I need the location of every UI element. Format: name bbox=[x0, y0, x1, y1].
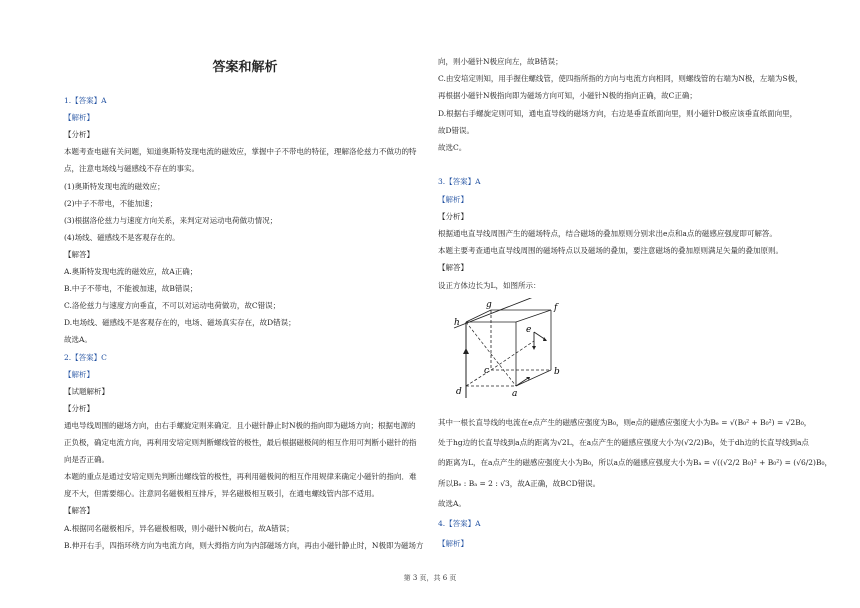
text-line: 向是否正确。 bbox=[64, 455, 109, 465]
cube-figure bbox=[446, 298, 586, 398]
label-d: d bbox=[456, 387, 462, 397]
text-line: 本题主要考查通电直导线周围的磁场特点以及磁场的叠加，要注意磁场的叠加原则满足矢量的叠加原则。 bbox=[438, 246, 783, 256]
text-line: 【分析】 bbox=[438, 211, 468, 221]
text-line: D.根据右手螺旋定则可知，通电直导线的磁场方向，右边是垂直纸面向里，则小磁针D极应该垂直纸面向里， bbox=[438, 108, 798, 118]
text-line: (4)场线、磁感线不是客观存在的。 bbox=[64, 232, 180, 242]
text-line: 正负极，确定电流方向，再利用安培定则判断螺线管的极性，最后根据磁极间的相互作用可判断小磁针的指 bbox=[64, 438, 417, 447]
text-line: 向，则小磁针N极应向左，故B错误； bbox=[438, 57, 563, 66]
label-h: h bbox=[454, 318, 460, 328]
label-e: e bbox=[526, 325, 532, 335]
text-line: 【分析】 bbox=[64, 403, 94, 413]
text-line: 本题的重点是通过安培定则先判断出螺线管的极性，再利用磁极间的相互作用规律来确定小磁针的指向．难 bbox=[64, 472, 417, 482]
text-line: 2.【答案】C bbox=[64, 352, 107, 362]
text-line: C.洛伦兹力与速度方向垂直，不可以对运动电荷做功，故C错误； bbox=[64, 301, 281, 311]
text-line: 【试题解析】 bbox=[64, 386, 109, 396]
text-line: 【解答】 bbox=[64, 506, 94, 516]
text-line: 【解析】 bbox=[438, 539, 468, 549]
field-arrowhead bbox=[532, 346, 536, 350]
text-line: 【解析】 bbox=[64, 113, 94, 123]
current-arrow bbox=[463, 348, 469, 354]
text-line: 故选C。 bbox=[438, 143, 467, 152]
cube-edge bbox=[516, 370, 551, 386]
text-line: 【解答】 bbox=[64, 249, 94, 259]
text-line: 点，注意电场线与磁感线不存在的事实。 bbox=[64, 164, 199, 174]
text-line: 再根据小磁针N极指向即为磁场方向可知，小磁针N极的指向正确，故C正确； bbox=[438, 91, 697, 101]
text-line: B.中子不带电，不能被加速，故B错误； bbox=[64, 284, 198, 294]
field-vector bbox=[516, 378, 528, 386]
label-a: a bbox=[512, 389, 518, 398]
text-line: 处于hg边的长直导线到a点的距离为√2L，在a点产生的磁感应强度大小为(√2/2)B₀，处于dh边的长直导线到a点 bbox=[438, 438, 809, 448]
text-line: B.伸开右手，四指环绕方向为电流方向，则大拇指方向为内部磁场方向，再由小磁针静止时，N极即为磁场方 bbox=[64, 540, 424, 550]
page-footer: 第 3 页，共 6 页 bbox=[403, 574, 457, 582]
text-line: 度不大，但需要细心。注意同名磁极相互排斥，异名磁极相互吸引，在通电螺线管内部不适用。 bbox=[64, 489, 379, 499]
text-line: 3.【答案】A bbox=[438, 177, 481, 187]
page-title: 答案和解析 bbox=[212, 60, 278, 75]
text-line: 【解答】 bbox=[438, 263, 468, 273]
text-line: (3)根据洛伦兹力与速度方向关系，来判定对运动电荷做功情况； bbox=[64, 215, 278, 225]
text-line: 【解析】 bbox=[438, 194, 468, 204]
text-line: 本题考查电磁有关问题，知道奥斯特发现电流的磁效应，掌握中子不带电的特征，理解洛伦兹力不做功的特 bbox=[64, 147, 417, 157]
text-line: 4.【答案】A bbox=[438, 519, 481, 528]
label-f: f bbox=[554, 303, 558, 313]
cube-edge bbox=[516, 310, 551, 322]
text-line: 设正方体边长为L，如图所示： bbox=[438, 280, 541, 290]
text-line: A.根据同名磁极相斥，异名磁极相吸，则小磁针N极向右，故A错误； bbox=[64, 523, 294, 533]
text-line: C.由安培定则知，用手握住螺线管，使四指所指的方向与电流方向相同，则螺线管的右端为N极，左端为S极， bbox=[438, 74, 803, 84]
text-line: 故选A。 bbox=[438, 498, 466, 508]
text-line: A.奥斯特发现电流的磁效应，故A正确； bbox=[64, 267, 198, 276]
text-line: D.电场线、磁感线不是客观存在的，电场、磁场真实存在，故D错误； bbox=[64, 318, 296, 328]
text-line: 其中一根长直导线的电流在e点产生的磁感应强度为B₀，则e点的磁感应强度大小为Bₑ = √(B₀² + B₀²) = √2B₀， bbox=[438, 418, 812, 427]
text-line: 1.【答案】A bbox=[64, 96, 107, 105]
field-arrowhead bbox=[543, 337, 547, 341]
text-line: (2)中子不带电，不能加速； bbox=[64, 198, 158, 208]
text-line: 【解析】 bbox=[64, 369, 94, 379]
label-g: g bbox=[486, 300, 492, 310]
label-c: c bbox=[484, 366, 490, 376]
text-line: (1)奥斯特发现电流的磁效应； bbox=[64, 181, 165, 191]
text-line: 根据通电直导线周围产生的磁场特点，结合磁场的叠加原则分别求出e点和a点的磁感应强度即可解答。 bbox=[438, 229, 777, 238]
text-line: 故选A。 bbox=[64, 335, 92, 345]
label-b: b bbox=[554, 367, 560, 377]
text-line: 的距离为L，在a点产生的磁感应强度大小为B₀，所以a点的磁感应强度大小为Bₐ = √((√2/2 B₀)² + B₀²) = (√6/2)B₀， bbox=[438, 458, 832, 468]
diagonal bbox=[491, 341, 534, 370]
text-line: 故D错误。 bbox=[438, 125, 475, 135]
text-line: 通电导线周围的磁场方向，由右手螺旋定则来确定．且小磁针静止时N极的指向即为磁场方向；根据电源的 bbox=[64, 420, 416, 430]
text-line: 所以Bₑ : Bₐ = 2 : √3，故A正确，故BCD错误。 bbox=[438, 478, 601, 488]
text-line: 【分析】 bbox=[64, 130, 94, 140]
cube-edge bbox=[466, 310, 491, 322]
